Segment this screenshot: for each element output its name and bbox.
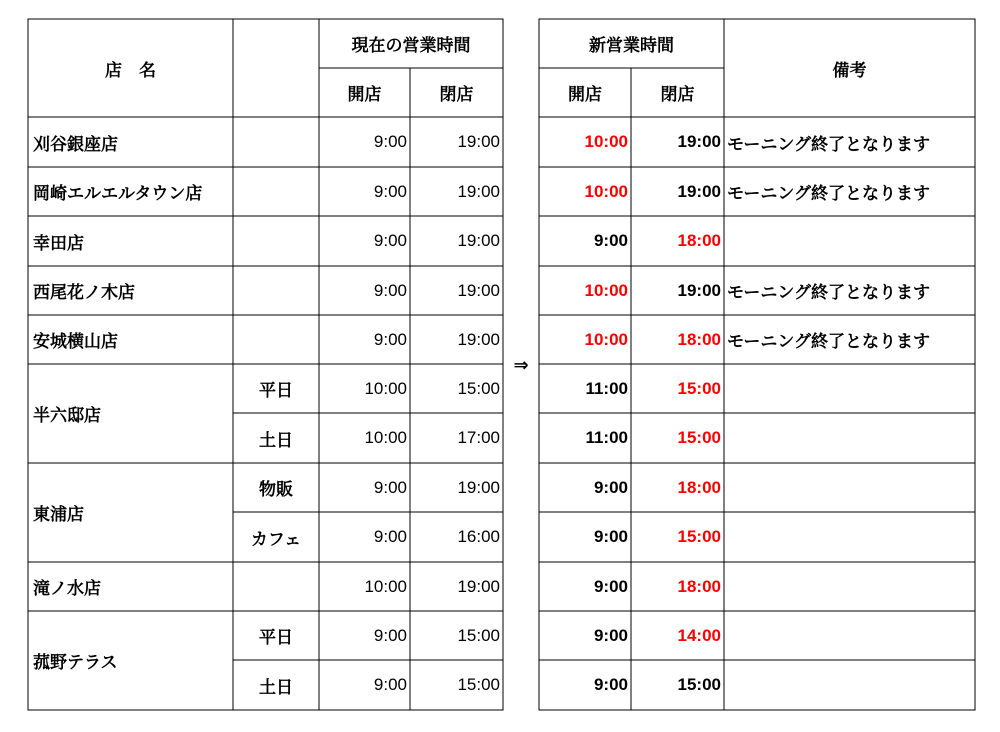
new-close-time: 14:00 xyxy=(677,625,721,645)
new-open-time: 10:00 xyxy=(584,132,628,151)
new-close-time: 15:00 xyxy=(677,378,721,398)
current-open-time: 9:00 xyxy=(373,477,407,497)
store-name: 西尾花ノ木店 xyxy=(33,283,135,303)
new-close-time: 15:00 xyxy=(677,675,721,694)
new-open-time: 10:00 xyxy=(584,329,628,349)
remarks-note xyxy=(724,413,975,463)
remarks-note xyxy=(724,463,975,512)
sub-label: 土日 xyxy=(259,677,293,698)
current-close-time: 16:00 xyxy=(457,527,500,546)
current-close-time: 19:00 xyxy=(457,231,500,250)
store-name: 安城横山店 xyxy=(33,332,118,352)
new-close-time: 15:00 xyxy=(677,527,721,546)
current-open-time: 9:00 xyxy=(373,329,407,349)
header-current-hours: 現在の営業時間 xyxy=(351,36,471,56)
new-open-time: 11:00 xyxy=(585,428,628,447)
current-open-time: 10:00 xyxy=(364,428,407,447)
store-name: 幸田店 xyxy=(33,233,84,254)
arrow-icon: ⇒ xyxy=(513,354,529,376)
current-close-time: 15:00 xyxy=(457,378,500,398)
current-close-time: 17:00 xyxy=(457,428,500,447)
remarks-note: モーニング終了となります xyxy=(727,134,930,155)
sub-label: 平日 xyxy=(259,381,293,401)
current-open-time: 9:00 xyxy=(373,181,407,201)
sub-label: 土日 xyxy=(259,430,293,451)
current-open-time: 9:00 xyxy=(373,527,407,546)
new-open-time: 9:00 xyxy=(593,675,628,694)
new-open-time: 9:00 xyxy=(593,231,628,250)
current-open-time: 10:00 xyxy=(364,576,407,596)
store-name: 刈谷銀座店 xyxy=(33,134,118,155)
remarks-note: モーニング終了となります xyxy=(727,184,930,204)
current-open-time: 9:00 xyxy=(373,625,407,645)
remarks-note xyxy=(724,216,975,266)
new-open-time: 10:00 xyxy=(584,181,628,201)
new-open-time: 9:00 xyxy=(593,576,628,596)
new-open-time: 11:00 xyxy=(585,378,628,398)
store-name: 岡崎エルエルタウン店 xyxy=(33,184,203,204)
new-open-time: 9:00 xyxy=(593,625,628,645)
current-close-time: 19:00 xyxy=(457,132,500,151)
new-open-time: 9:00 xyxy=(593,477,628,497)
new-close-time: 15:00 xyxy=(677,428,721,447)
sub-label: 平日 xyxy=(259,628,293,648)
current-open-time: 9:00 xyxy=(373,132,407,151)
new-close-time: 18:00 xyxy=(677,477,721,497)
current-close-time: 19:00 xyxy=(457,181,500,201)
current-open-time: 9:00 xyxy=(373,280,407,300)
remarks-note xyxy=(724,562,975,611)
new-close-time: 18:00 xyxy=(677,329,721,349)
sub-label: カフェ xyxy=(250,529,302,550)
remarks-note xyxy=(724,611,975,660)
current-close-time: 15:00 xyxy=(457,675,500,694)
remarks-note: モーニング終了となります xyxy=(727,332,930,352)
current-open-time: 9:00 xyxy=(373,231,407,250)
new-open-time: 9:00 xyxy=(593,527,628,546)
header-current-open: 開店 xyxy=(347,85,382,105)
current-open-time: 10:00 xyxy=(364,378,407,398)
current-close-time: 15:00 xyxy=(457,625,500,645)
current-close-time: 19:00 xyxy=(457,280,500,300)
new-open-time: 10:00 xyxy=(584,280,628,300)
new-close-time: 19:00 xyxy=(677,132,721,151)
current-open-time: 9:00 xyxy=(373,675,407,694)
current-close-time: 19:00 xyxy=(457,477,500,497)
new-close-time: 19:00 xyxy=(677,181,721,201)
sub-label: 物販 xyxy=(259,480,293,500)
current-close-time: 19:00 xyxy=(457,329,500,349)
remarks-note xyxy=(724,364,975,413)
header-current-close: 閉店 xyxy=(439,85,474,105)
header-new-close: 閉店 xyxy=(660,85,695,105)
remarks-note xyxy=(724,512,975,562)
store-name: 東浦店 xyxy=(33,505,84,525)
header-new-hours: 新営業時間 xyxy=(589,36,674,56)
remarks-note xyxy=(724,660,975,710)
store-name: 滝ノ水店 xyxy=(33,579,101,599)
store-name: 半六邸店 xyxy=(33,406,101,426)
new-close-time: 19:00 xyxy=(677,280,721,300)
store-name: 菰野テラス xyxy=(33,653,118,673)
current-close-time: 19:00 xyxy=(457,576,500,596)
header-new-open: 開店 xyxy=(568,85,602,105)
header-remarks: 備考 xyxy=(832,60,867,81)
header-store-name: 店 名 xyxy=(105,60,156,81)
new-close-time: 18:00 xyxy=(677,231,721,250)
remarks-note: モーニング終了となります xyxy=(727,283,930,303)
new-close-time: 18:00 xyxy=(677,576,721,596)
